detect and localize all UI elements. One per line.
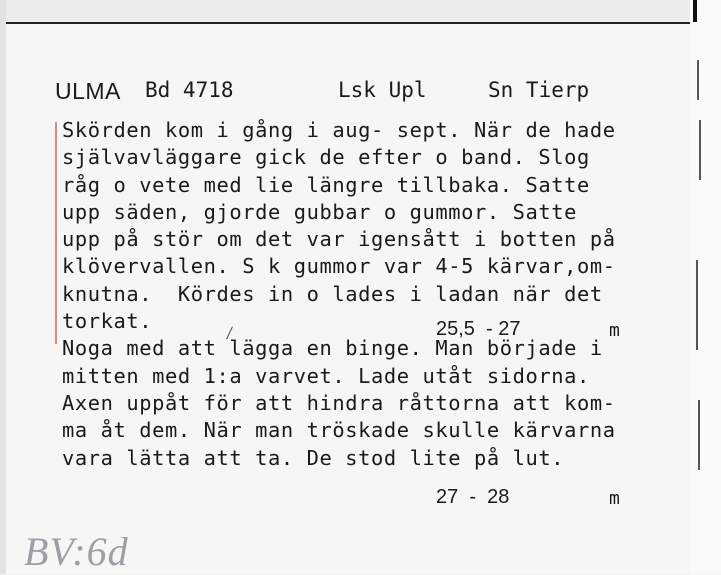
archive-code: ULMA bbox=[55, 78, 121, 104]
measurement-range-2: 27 - 28 bbox=[436, 486, 510, 508]
card-right-edge bbox=[690, 0, 721, 574]
card-top-rule bbox=[0, 22, 700, 24]
edge-scratch bbox=[699, 120, 701, 180]
text-line: torkat. bbox=[62, 309, 153, 334]
record-text bbox=[62, 117, 616, 472]
text-line: råg o vete med lie längre tillbaka. Satte bbox=[62, 172, 590, 197]
measurement-range-1: 25,5 - 27 bbox=[436, 318, 521, 340]
landskap-code: Lsk Upl bbox=[338, 78, 427, 102]
text-line: Axen uppåt för att hindra råttorna att kom- bbox=[62, 390, 616, 415]
volume-number: Bd 4718 bbox=[145, 78, 234, 102]
text-line: ma åt dem. När man tröskade skulle kärvarna bbox=[62, 418, 616, 443]
measurement-unit-1: m bbox=[609, 320, 620, 341]
text-line: knutna. Kördes in o lades i ladan när det bbox=[62, 281, 603, 306]
text-line: Noga med att lägga en binge. Man började i bbox=[62, 336, 603, 361]
card-corner-mark bbox=[693, 0, 697, 22]
text-line: mitten med 1:a varvet. Lade utåt sidorna. bbox=[62, 363, 590, 388]
card-left-edge bbox=[0, 0, 6, 574]
edge-scratch bbox=[696, 260, 698, 350]
text-line: upp på stör om det var igensått i botten på bbox=[62, 227, 616, 252]
text-line: självavläggare gick de efter o band. Slog bbox=[62, 145, 590, 170]
text-line: upp säden, gjorde gubbar o gummor. Satte bbox=[62, 199, 578, 224]
margin-line bbox=[55, 122, 57, 344]
text-line: Skörden kom i gång i aug- sept. När de hade bbox=[62, 118, 616, 142]
edge-scratch bbox=[698, 400, 700, 470]
card-top-shadow bbox=[0, 0, 721, 22]
text-line: vara lätta att ta. De stod lite på lut. bbox=[62, 445, 565, 470]
text-line: klövervallen. S k gummor var 4-5 kärvar,om- bbox=[62, 254, 616, 279]
handwritten-shelfmark: BV:6d bbox=[24, 529, 129, 574]
socken-name: Sn Tierp bbox=[488, 78, 590, 102]
measurement-unit-2: m bbox=[609, 488, 620, 509]
edge-scratch bbox=[697, 60, 699, 100]
